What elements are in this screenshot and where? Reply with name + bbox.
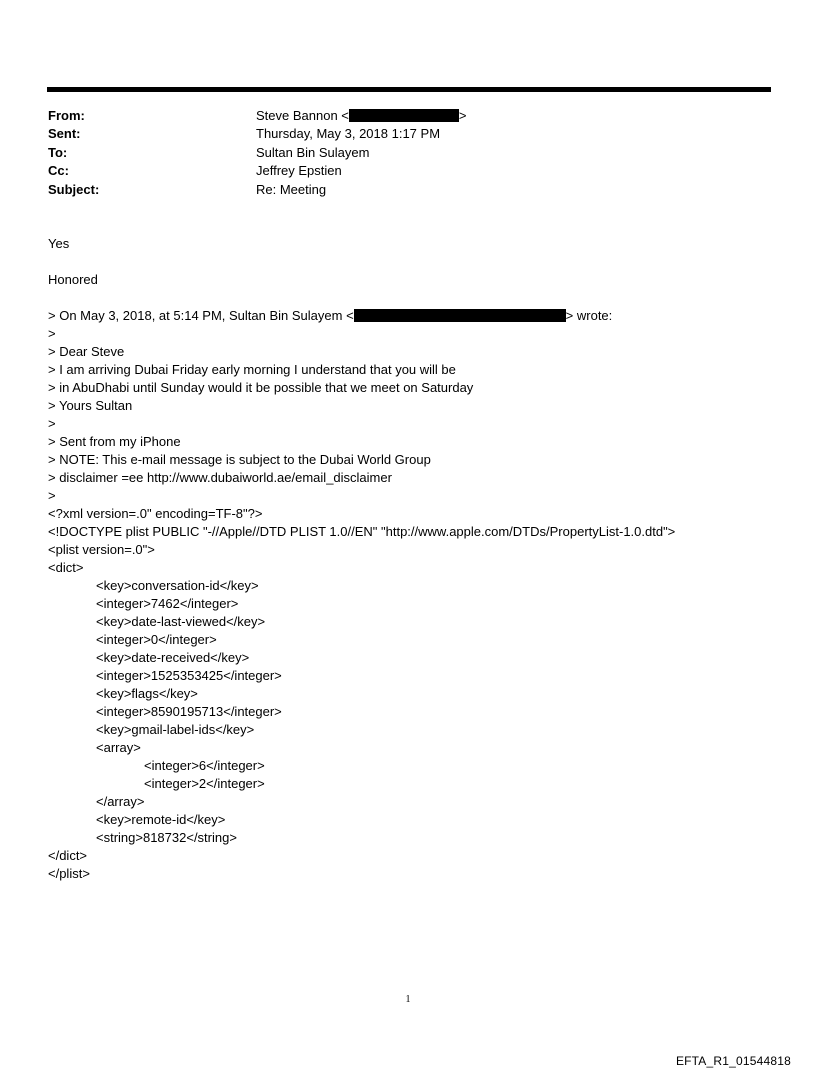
subject-label: Subject: bbox=[48, 181, 100, 197]
plist-line: <integer>6</integer> bbox=[144, 758, 265, 773]
quoted-line: > Sent from my iPhone bbox=[48, 434, 181, 449]
to-row bbox=[48, 144, 748, 162]
plist-open: <plist version=.0"> bbox=[48, 542, 155, 557]
plist-line: <integer>2</integer> bbox=[144, 776, 265, 791]
from-value bbox=[256, 107, 466, 125]
quoted-line: > bbox=[48, 488, 56, 503]
plist-line: <string>818732</string> bbox=[96, 830, 237, 845]
quoted-line: > disclaimer =ee http://www.dubaiworld.ae/email_disclaimer bbox=[48, 470, 392, 485]
plist-line: <integer>1525353425</integer> bbox=[96, 668, 282, 683]
from-row bbox=[48, 107, 748, 125]
sent-value: Thursday, May 3, 2018 1:17 PM bbox=[256, 126, 441, 142]
plist-line: <integer>7462</integer> bbox=[96, 596, 239, 611]
sent-label: Sent: bbox=[48, 126, 81, 142]
subject-value: Re: Meeting bbox=[256, 181, 327, 197]
document-id: EFTA_R1_01544818 bbox=[675, 1054, 791, 1068]
to-label: To: bbox=[48, 144, 68, 160]
quote-header bbox=[48, 307, 788, 325]
quoted-line: > bbox=[48, 326, 56, 341]
plist-line: <key>date-last-viewed</key> bbox=[96, 614, 266, 629]
plist-line: <key>date-received</key> bbox=[96, 650, 250, 665]
dict-open: <dict> bbox=[48, 560, 84, 575]
dict-close: </dict> bbox=[48, 848, 88, 863]
header-rule bbox=[47, 87, 771, 92]
plist-line: <key>remote-id</key> bbox=[96, 812, 226, 827]
plist-xml-decl: <?xml version=.0" encoding=TF-8"?> bbox=[48, 506, 263, 521]
from-name: Steve Bannon < bbox=[256, 108, 349, 123]
quote-header-suffix: > wrote: bbox=[565, 308, 613, 323]
quoted-line: > bbox=[48, 416, 56, 431]
from-suffix: > bbox=[458, 108, 467, 123]
redaction-block bbox=[349, 109, 459, 122]
redaction-block bbox=[354, 309, 566, 322]
email-header bbox=[48, 107, 748, 199]
plist-close: </plist> bbox=[48, 866, 90, 881]
cc-row bbox=[48, 162, 748, 180]
email-body bbox=[48, 235, 788, 883]
to-value: Sultan Bin Sulayem bbox=[256, 144, 370, 160]
plist-line: <key>flags</key> bbox=[96, 686, 198, 701]
plist-line: <key>conversation-id</key> bbox=[96, 578, 259, 593]
from-label: From: bbox=[48, 108, 85, 123]
plist-doctype: <!DOCTYPE plist PUBLIC "-//Apple//DTD PLIST 1.0//EN" "http://www.apple.com/DTDs/PropertyList-1.0.dtd"> bbox=[48, 524, 676, 539]
quote-header-text: > On May 3, 2018, at 5:14 PM, Sultan Bin Sulayem < bbox=[48, 308, 354, 323]
plist-line: </array> bbox=[96, 794, 145, 809]
sent-row bbox=[48, 125, 748, 143]
quoted-line: > I am arriving Dubai Friday early morning I understand that you will be bbox=[48, 362, 456, 377]
quoted-line: > in AbuDhabi until Sunday would it be possible that we meet on Saturday bbox=[48, 380, 474, 395]
subject-row bbox=[48, 181, 748, 199]
quoted-line: > Dear Steve bbox=[48, 344, 125, 359]
plist-line: <array> bbox=[96, 740, 141, 755]
cc-label: Cc: bbox=[48, 163, 69, 179]
quoted-line: > NOTE: This e-mail message is subject to the Dubai World Group bbox=[48, 452, 431, 467]
cc-value: Jeffrey Epstien bbox=[256, 163, 342, 179]
plist-line: <integer>0</integer> bbox=[96, 632, 217, 647]
page-number: 1 bbox=[405, 994, 411, 1005]
reply-line: Yes bbox=[48, 236, 70, 251]
reply-line: Honored bbox=[48, 272, 98, 287]
plist-line: <key>gmail-label-ids</key> bbox=[96, 722, 255, 737]
quoted-line: > Yours Sultan bbox=[48, 398, 133, 413]
plist-line: <integer>8590195713</integer> bbox=[96, 704, 282, 719]
